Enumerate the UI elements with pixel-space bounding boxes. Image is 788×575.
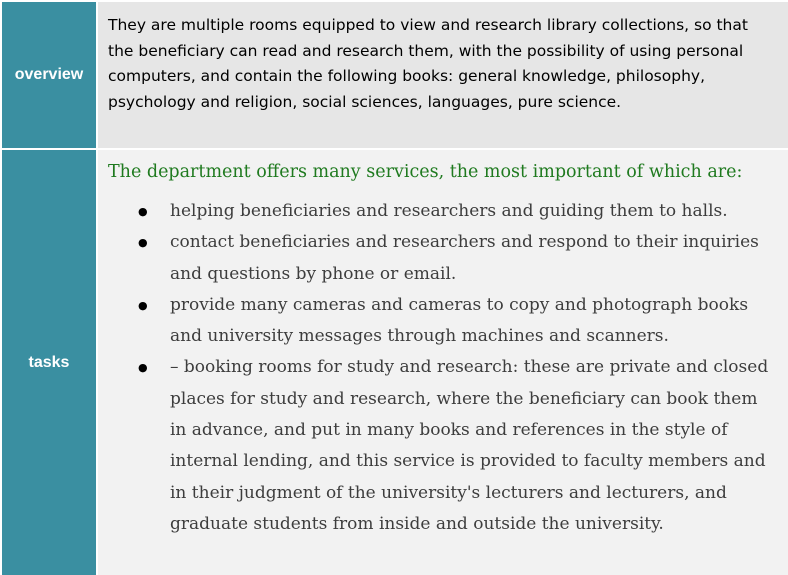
task-item-text: – booking rooms for study and research: these are private and closed places for study and research, where the beneficiary can book them in advance, and put in many books and references in the style of internal lending, and this service is provided to faculty members and in their judgment of the university's lecturers and lecturers, and graduate students from inside and outside the university. — [170, 357, 769, 534]
task-item — [108, 196, 778, 227]
task-item-text: contact beneficiaries and researchers and respond to their inquiries and questions by phone or email. — [170, 232, 759, 284]
overview-content-cell — [98, 2, 788, 148]
overview-text: They are multiple rooms equipped to view and research library collections, so that the beneficiary can read and research them, with the possibility of using personal computers, and contain the following books: general knowledge, philosophy, psychology and religion, social sciences, languages, pure science. — [108, 16, 748, 111]
task-item-text: provide many cameras and cameras to copy and photograph books and university messages through machines and scanners. — [170, 294, 749, 347]
bullet-icon: ● — [138, 205, 148, 218]
task-list — [108, 196, 778, 540]
overview-label-cell — [2, 2, 96, 148]
info-table — [2, 2, 786, 573]
task-item — [108, 352, 778, 540]
tasks-content-cell — [98, 150, 788, 575]
bullet-icon: ● — [138, 236, 148, 250]
tasks-label-cell — [2, 150, 96, 575]
overview-label: overview — [14, 66, 84, 83]
tasks-label: tasks — [28, 353, 70, 371]
bullet-icon: ● — [138, 361, 148, 375]
task-item — [108, 227, 778, 290]
bullet-icon: ● — [138, 298, 148, 312]
task-item — [108, 290, 778, 353]
task-item-text: helping beneficiaries and researchers and guiding them to halls. — [170, 201, 728, 221]
tasks-heading: The department offers many services, the most important of which are: — [108, 162, 743, 182]
